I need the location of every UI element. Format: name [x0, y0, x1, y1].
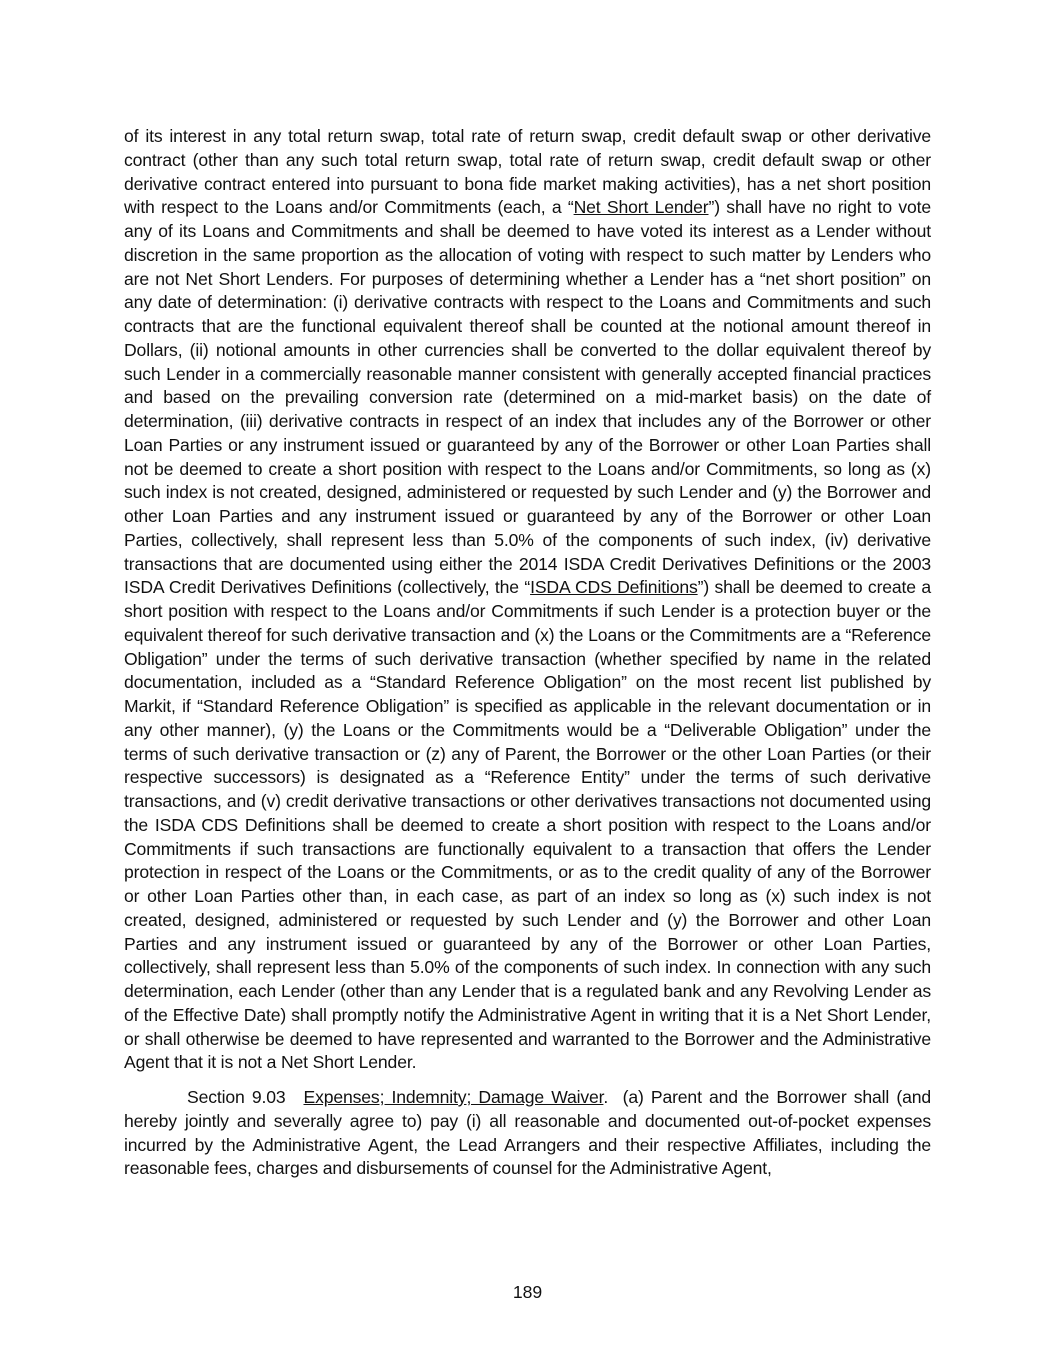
paragraph-net-short-lender [124, 125, 931, 1075]
paragraph-text: of its interest in any total return swap, total rate of return swap, credit default swap or other derivative contract (other than any such total return swap, total rate of return swap, credit default swap or other derivative contract entered into pursuant to bona fide market making activities), has a net short position with respect to the Loans and/or Commitments (each, a “ [124, 126, 931, 218]
paragraph-text: ”) shall be deemed to create a short position with respect to the Loans and/or Commitments if such Lender is a protection buyer or the equivalent thereof for such derivative transaction and (x) the Loans or the Commitments are a “Reference Obligation” under the terms of such derivative transaction (whether specified by name in the related documentation, included as a “Standard Reference Obligation” on the most recent list published by Markit, if “Standard Reference Obligation” is specified as applicable in the relevant documentation or in any other manner), (y) the Loans or the Commitments would be a “Deliverable Obligation” under the terms of such derivative transaction or (z) any of Parent, the Borrower or the other Loan Parties (or their respective successors) is designated as a “Reference Entity” under the terms of such derivative transactions, and (v) credit derivative transactions or other derivatives transactions not documented using the ISDA CDS Definitions shall be deemed to create a short position with respect to the Loans and/or Commitments if such transactions are functionally equivalent to a transaction that offers the Lender protection in respect of the Loans or the Commitments, or as to the credit quality of any of the Borrower or other Loan Parties other than, in each case, as part of an index so long as (x) such index is not created, designed, administered or requested by such Lender and (y) the Borrower and other Loan Parties and any instrument issued or guaranteed by any of the Borrower or other Loan Parties, collectively, shall represent less than 5.0% of the components of such index. In connection with any such determination, each Lender (other than any Lender that is a regulated bank and any Revolving Lender as of the Effective Date) shall promptly notify the Administrative Agent in writing that it is a Net Short Lender, or shall otherwise be deemed to have represented and warranted to the Borrower and the Administrative Agent that it is not a Net Short Lender. [124, 577, 931, 1073]
defined-term-isda-cds-definitions: ISDA CDS Definitions [530, 577, 698, 598]
document-page [124, 125, 931, 1181]
section-9-03-paragraph [124, 1086, 931, 1181]
section-number: Section 9.03 [187, 1087, 286, 1107]
defined-term-net-short-lender: Net Short Lender [573, 197, 709, 218]
section-body: (a) Parent and the Borrower shall (and hereby jointly and severally agree to) pay (i) all reasonable and documented out-of-pocket expenses incurred by the Administrative Agent, the Lead Arrangers and their respective Affiliates, including the reasonable fees, charges and disbursements of counsel for the Administrative Agent, [124, 1087, 932, 1179]
section-heading: Expenses; Indemnity; Damage Waiver [303, 1087, 604, 1107]
page-number: 189 [512, 1282, 543, 1302]
section-heading-period: . [603, 1087, 609, 1107]
paragraph-text: ”) shall have no right to vote any of its Loans and Commitments and shall be deemed to have voted its interest as a Lender without discretion in the same proportion as the allocation of voting with respect to such matter by Lenders who are not Net Short Lenders. For purposes of determining whether a Lender has a “net short position” on any date of determination: (i) derivative contracts with respect to the Loans and Commitments and such contracts that are the functional equivalent thereof shall be counted at the notional amount thereof in Dollars, (ii) notional amounts in other currencies shall be converted to the dollar equivalent thereof by such Lender in a commercially reasonable manner consistent with generally accepted financial practices and based on the prevailing conversion rate (determined on a mid-market basis) on the date of determination, (iii) derivative contracts in respect of an index that includes any of the Borrower or other Loan Parties or any instrument issued or guaranteed by any of the Borrower or other Loan Parties shall not be deemed to create a short position with respect to the Loans and/or Commitments, so long as (x) such index is not created, designed, administered or requested by such Lender and (y) the Borrower and other Loan Parties and any instrument issued or guaranteed by any of the Borrower or other Loan Parties, collectively, shall represent less than 5.0% of the components of such index, (iv) derivative transactions that are documented using either the 2014 ISDA Credit Derivatives Definitions or the 2003 ISDA Credit Derivatives Definitions (collectively, the “ [124, 197, 932, 598]
